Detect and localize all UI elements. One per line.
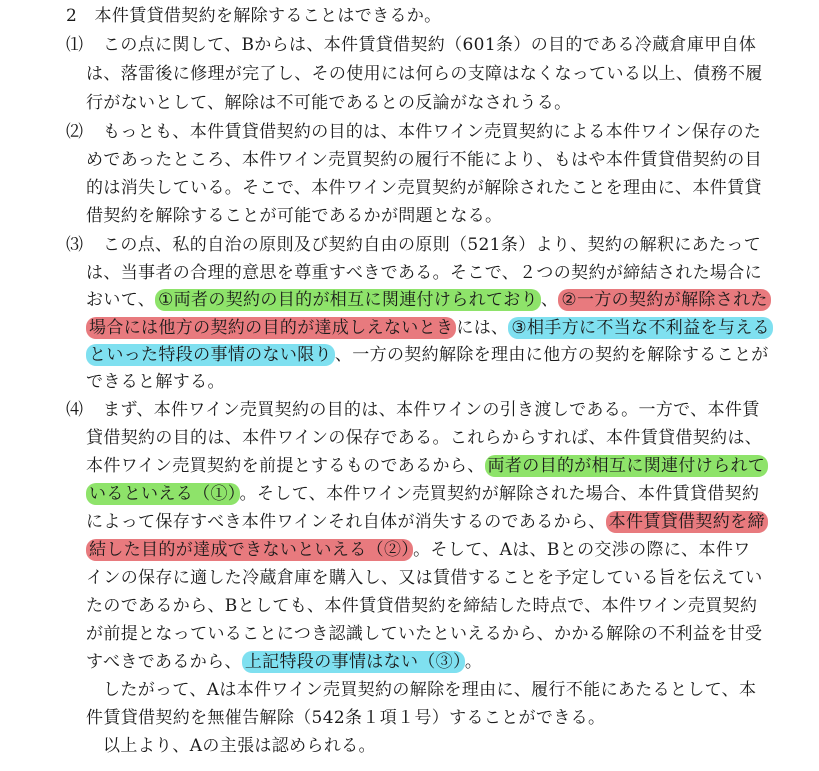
paragraph-2-line-3: 的は消失している。そこで、本件ワイン売買契約が解除されたことを理由に、本件賃貸 [86, 178, 762, 198]
highlight-cyan-application-3: 上記特段の事情はない（③） [242, 651, 465, 673]
paragraph-1-line-1: この点に関して、Bからは、本件賃貸借契約（601条）の目的である冷蔵倉庫甲自体 [103, 35, 757, 55]
paragraph-1-line-3: 行がないとして、解除は不可能であるとの反論がなされうる。 [86, 93, 572, 113]
paragraph-2-number: ⑵ [66, 122, 84, 142]
conclusion-line-1: したがって、Aは本件ワイン売買契約の解除を理由に、履行不能にあたるとして、本 [103, 680, 757, 700]
paragraph-3-number: ⑶ [66, 235, 84, 255]
paragraph-4-line-9: が前提となっていることにつき認識していたといえるから、かかる解除の不利益を甘受 [86, 624, 763, 644]
highlight-green-application-1: 両者の目的が相互に関連付けられて [485, 455, 769, 477]
highlight-red-application-2: 本件賃貸借契約を締 [606, 511, 768, 533]
paragraph-4-line-7: インの保存に適した冷蔵倉庫を購入し、又は賃借することを予定している旨を伝えてい [86, 568, 763, 588]
paragraph-2-line-1: もっとも、本件賃貸借契約の目的は、本件ワイン売買契約による本件ワイン保存のた [103, 122, 762, 142]
paragraph-4-number: ⑷ [66, 400, 84, 420]
paragraph-3-line-4: 場合には他方の契約の目的が達成しえないとき には、 ③相手方に不当な不利益を与える [86, 316, 773, 340]
paragraph-4-line-5: によって保存すべき本件ワインそれ自体が消失するのであるから、 本件賃貸借契約を締 [86, 510, 768, 534]
paragraph-4-line-4: いるといえる（①） 。そして、本件ワイン売買契約が解除された場合、本件賃貸借契約 [86, 482, 759, 506]
paragraph-4-line-6: 結した目的が達成できないといえる（②） 。そして、Aは、Bとの交渉の際に、本件ワ [86, 538, 751, 562]
highlight-red-criterion-2-cont: 場合には他方の契約の目的が達成しえないとき [86, 317, 456, 339]
paragraph-3-line-2: は、当事者の合理的意思を尊重すべきである。そこで、２つの契約が締結された場合に [86, 263, 762, 283]
paragraph-3-line-6: できると解する。 [86, 372, 225, 392]
paragraph-4-line-8: たのであるから、Bとしても、本件賃貸借契約を締結した時点で、本件ワイン売買契約 [86, 596, 758, 616]
paragraph-1-number: ⑴ [66, 35, 84, 55]
highlight-red-application-2-cont: 結した目的が達成できないといえる（②） [86, 539, 413, 561]
paragraph-3-line-5: といった特段の事情のない限り 、一方の契約解除を理由に他方の契約を解除することが [86, 343, 769, 367]
highlight-cyan-criterion-3: ③相手方に不当な不利益を与える [508, 317, 773, 339]
conclusion-line-2: 件賃貸借契約を無催告解除（542条１項１号）することができる。 [86, 708, 606, 728]
paragraph-1-line-2: は、落雷後に修理が完了し、その使用には何らの支障はなくなっている以上、債務不履 [86, 64, 763, 84]
highlight-green-criterion-1: ①両者の契約の目的が相互に関連付けられており [155, 289, 541, 311]
paragraph-3-line-1: この点、私的自治の原則及び契約自由の原則（521条）より、契約の解釈にあたって [103, 235, 762, 255]
paragraph-3-line-3: おいて、 ①両者の契約の目的が相互に関連付けられており 、 ②一方の契約が解除された [86, 288, 771, 312]
paragraph-4-line-1: まず、本件ワイン売買契約の目的は、本件ワインの引き渡しである。一方で、本件賃 [103, 400, 760, 420]
paragraph-4-line-2: 貸借契約の目的は、本件ワインの保存である。これらからすれば、本件賃貸借契約は、 [86, 428, 763, 448]
section-heading: 2 本件賃貸借契約を解除することはできるか。 [66, 6, 442, 26]
paragraph-4-line-10: すべきであるから、 上記特段の事情はない（③） 。 [86, 652, 483, 672]
highlight-cyan-criterion-3-cont: といった特段の事情のない限り [86, 344, 335, 366]
paragraph-2-line-2: めであったところ、本件ワイン売買契約の履行不能により、もはや本件賃貸借契約の目 [86, 150, 762, 170]
paragraph-2-line-4: 借契約を解除することが可能であるかが問題となる。 [86, 206, 503, 226]
final-statement: 以上より、Aの主張は認められる。 [103, 736, 376, 756]
highlight-red-criterion-2: ②一方の契約が解除された [558, 289, 770, 311]
paragraph-4-line-3: 本件ワイン売買契約を前提とするものであるから、 両者の目的が相互に関連付けられて [86, 454, 768, 478]
highlight-green-application-1-cont: いるといえる（①） [86, 483, 240, 505]
